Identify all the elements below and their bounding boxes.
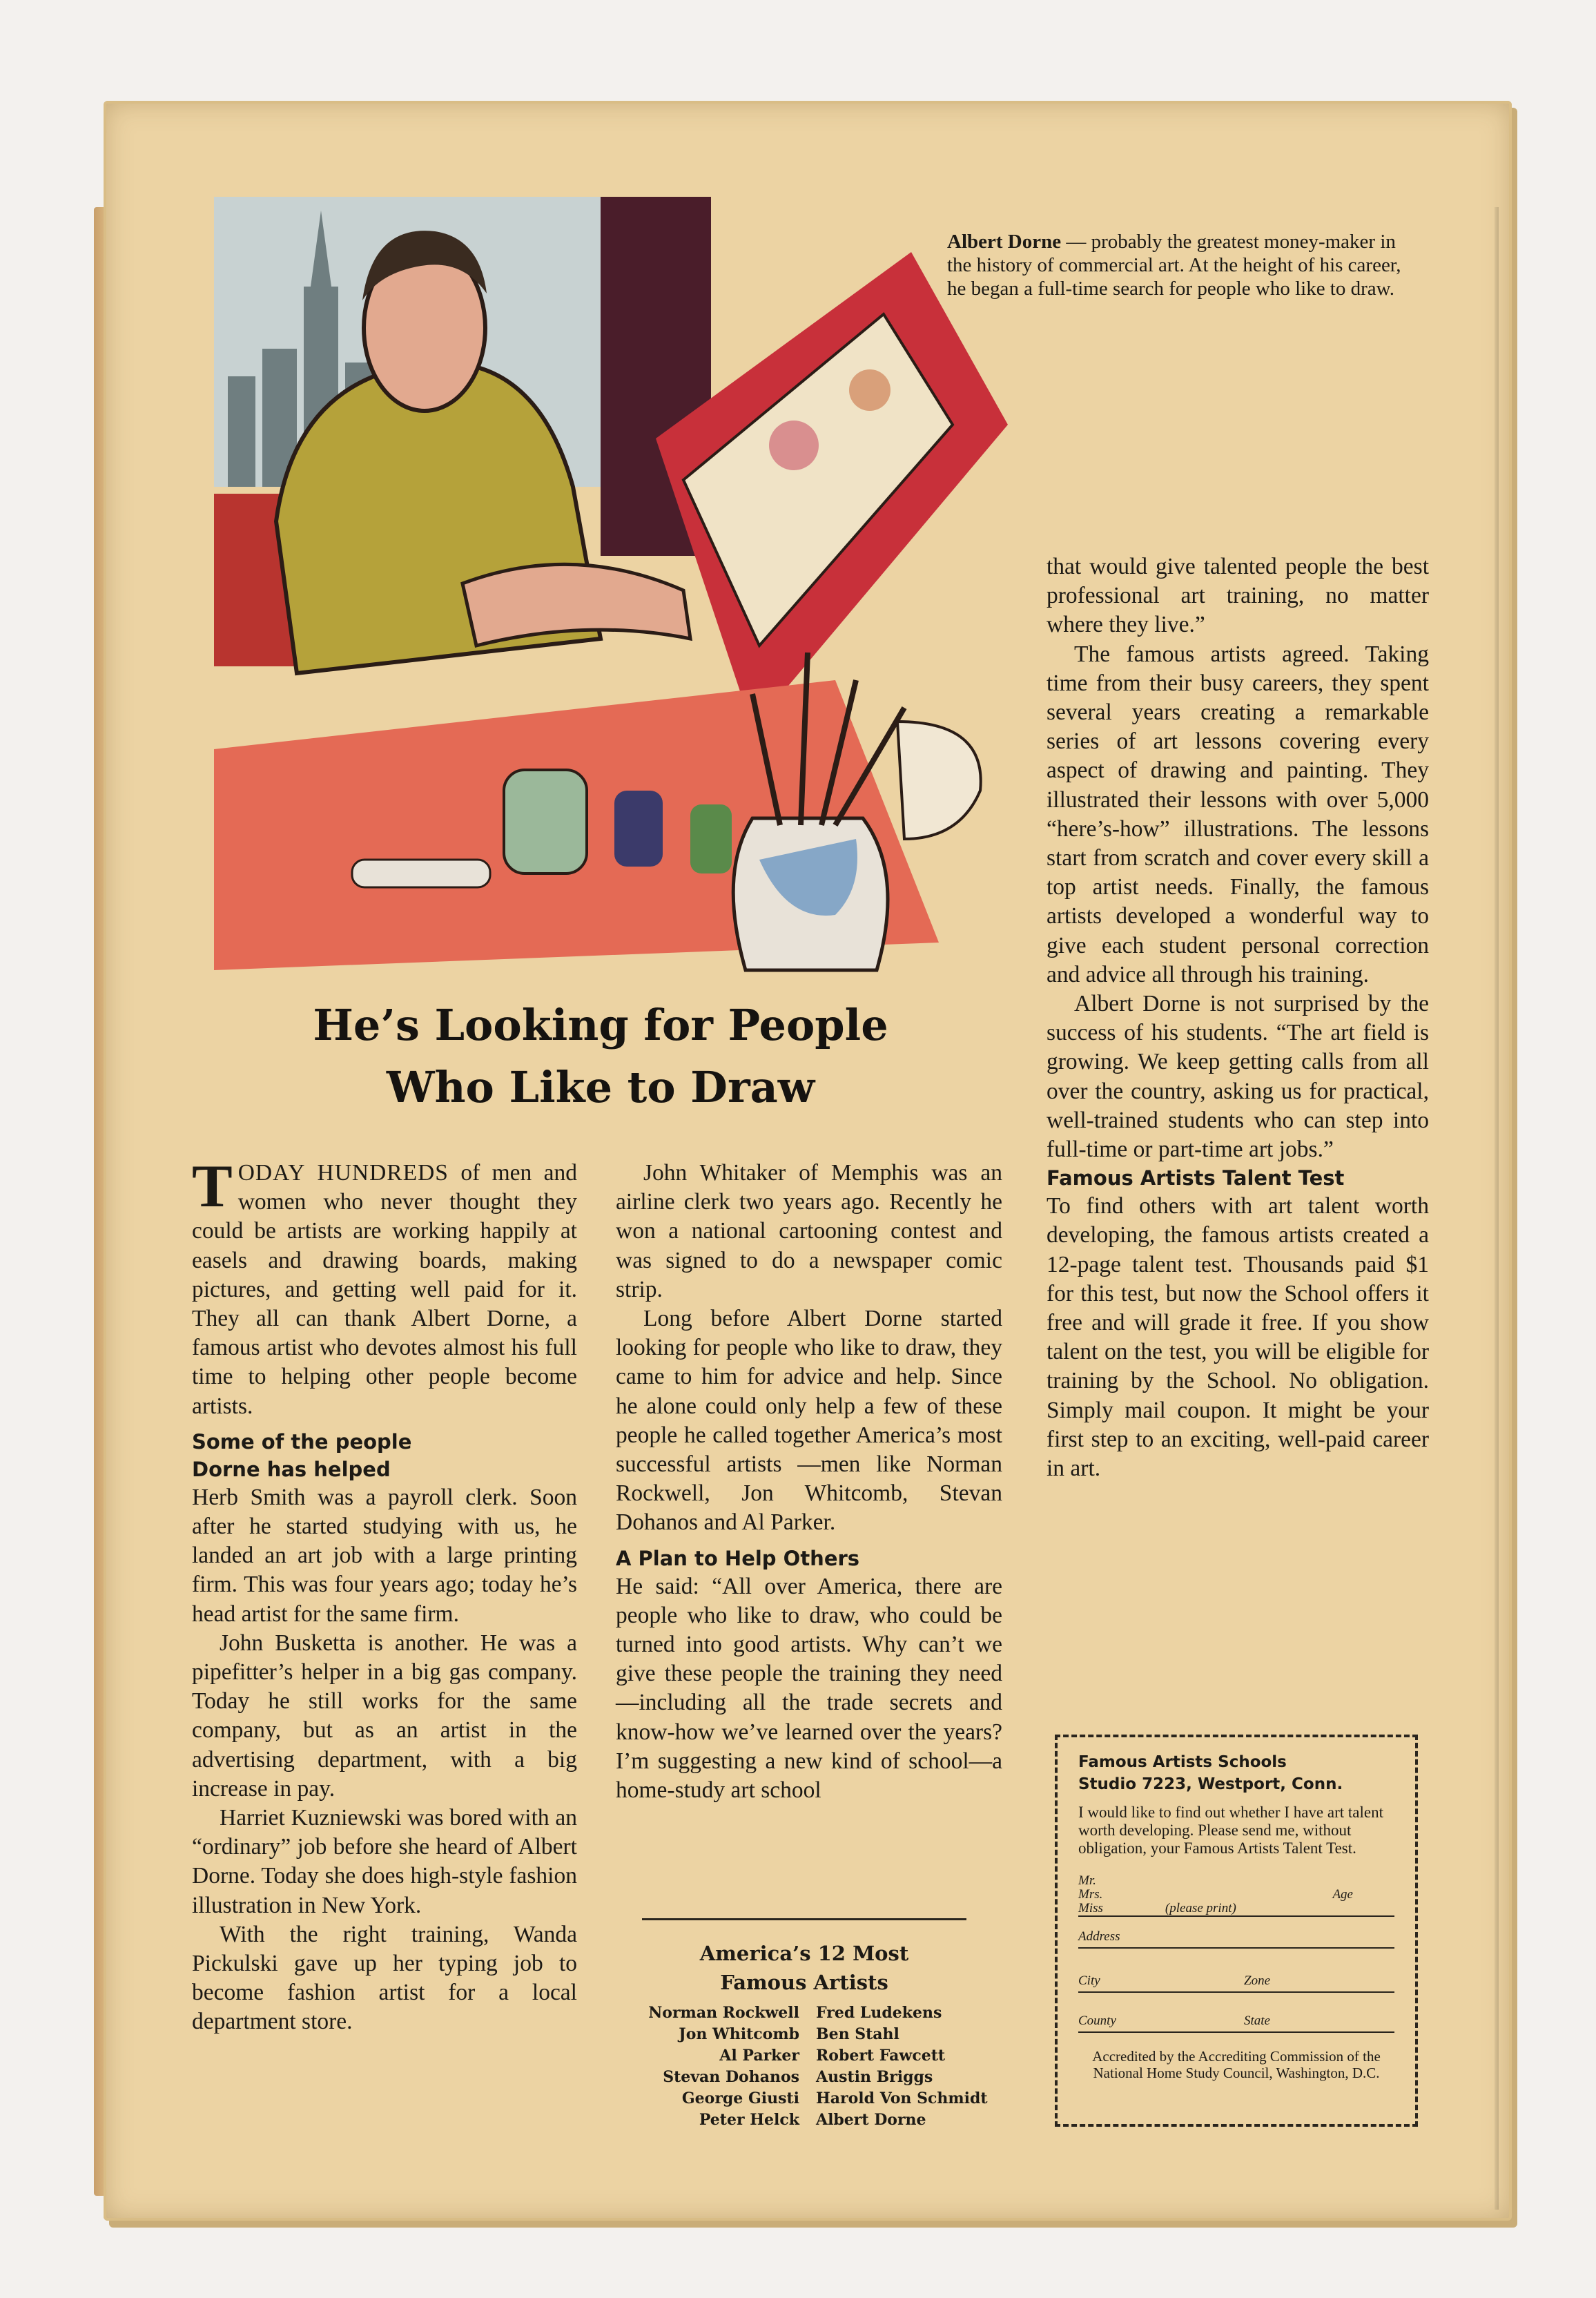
drawn-figure-cowboy [849,369,891,411]
lead-in: ODAY HUNDREDS [237,1160,449,1186]
artist-name: Peter Helck [699,2111,799,2129]
accreditation-text: Accredited by the Accrediting Commission of the National Home Study Council, Washington, D.C. [1092,2048,1381,2081]
text-column-3 [1047,552,1429,1483]
subhead-line-2: Dorne has helped [192,1457,391,1481]
artist-name: George Giusti [681,2089,799,2107]
artist-name: Ben Stahl [816,2025,899,2043]
artist-name: Al Parker [719,2047,799,2065]
paragraph: Long before Albert Dorne started looking for people who like to draw, they came to him for advice and help. Since he alone could only help a few of these people he called together America’s most successful artists —men like Norman Rockwell, Jon Whitcomb, Stevan Dohanos and Al Parker. [616,1306,1002,1536]
page-crease [1495,207,1499,2210]
subhead-line-1: Some of the people [192,1429,412,1454]
drop-cap: T [192,1153,233,1220]
drawn-figure-woman [769,421,819,470]
famous-artists-title: America’s 12 Most Famous Artists [699,1942,909,1994]
artist-name: Austin Briggs [816,2068,933,2086]
county-state-field[interactable]: County State [1078,2014,1394,2033]
paragraph: Harriet Kuzniewski was bored with an “ordinary” job before she heard of Albert Dorne. Today she does high-style fashion illustration in New York. [192,1805,577,1918]
text-column-1 [192,1153,578,2037]
paragraph: With the right training, Wanda Pickulski gave up her typing job to become fashion artist for a local department store. [192,1921,577,2035]
city-zone-field[interactable]: City Zone [1078,1973,1394,1993]
paragraph: Herb Smith was a payroll clerk. Soon after he started studying with us, he landed an art job with a large printing firm. This was four years ago; today he’s head artist for the same firm. [192,1484,577,1627]
artist-name: Robert Fawcett [816,2047,946,2065]
coupon-school-name: Famous Artists Schools [1078,1753,1287,1771]
artist-at-easel-illustration [214,197,1015,984]
artist-name: Jon Whitcomb [679,2025,799,2043]
artist-name: Albert Dorne [816,2111,926,2129]
headline-line-1: He’s Looking for People [313,1000,888,1050]
age-label: Age [1332,1887,1353,1902]
caption-text: — probably the greatest money-maker in the history of commercial art. At the height of his career, he began a full-time search for people who like to draw. [947,231,1401,300]
artist-name: Harold Von Schmidt [816,2089,988,2107]
illustration-caption [947,230,1403,300]
coupon-request-text: I would like to find out whether I have art talent worth developing. Please send me, without obligation, your Famous Artists Talent Test. [1078,1804,1383,1857]
please-print-label: (please print) [1165,1901,1236,1915]
subhead: A Plan to Help Others [616,1546,860,1570]
artist-name: Norman Rockwell [648,2004,799,2022]
paragraph: The famous artists agreed. Taking time from their busy careers, they spent several years creating a remarkable series of art lessons covering every aspect of drawing and painting. They illustrated their lessons with over 5,000 “here’s-how” illustrations. The lessons start from scratch and cover every skill a top artist needs. Finally, the famous artists developed a wonderful way to give each student personal correction and advice all through his training. [1047,641,1429,987]
artist-name: Fred Ludekens [816,2004,942,2022]
paragraph: Albert Dorne is not surprised by the success of his students. “The art field is growing. We keep getting calls from all over the country, asking us for practical, well-trained students who can step into full-time or part-time art jobs.” [1047,991,1429,1163]
coupon-studio-address: Studio 7223, Westport, Conn. [1078,1775,1343,1793]
mail-in-coupon[interactable] [1055,1735,1418,2127]
paragraph: that would give talented people the best professional art training, no matter where they live.” [1047,554,1429,638]
paragraph: John Busketta is another. He was a pipefitter’s helper in a big gas company. Today he still works for the same company, but as an artist in the advertising department, with a big increase in pay. [192,1630,577,1802]
artist-name: Stevan Dohanos [663,2068,799,2086]
caption-name: Albert Dorne [947,231,1062,253]
address-field[interactable]: Address [1078,1929,1394,1949]
headline-line-2: Who Like to Draw [386,1062,815,1112]
text-column-2 [616,1159,1002,1805]
paragraph: To find others with art talent worth developing, the famous artists created a 12-page talent test. Thousands paid $1 for this test, but now the School offers it free and will grade it free. If you show talent on the test, you will be eligible for training by the School. No obligation. Simply mail coupon. It might be your first step to an exciting, well-paid career in art. [1047,1193,1429,1482]
divider-rule [642,1918,966,1920]
bowl [897,722,981,839]
paragraph: John Whitaker of Memphis was an airline clerk two years ago. Recently he won a national cartooning contest and was signed to do a newspaper comic strip. [616,1160,1002,1302]
famous-artists-list [607,2002,1008,2131]
paragraph: He said: “All over America, there are people who like to draw, who could be turned into good artists. Why can’t we give these people the training they need—including all the trade secrets and know-how we’ve learned over the years? I’m suggesting a new kind of school—a home-study art school [616,1573,1002,1804]
salutation-labels: Mr. Mrs. Age Miss (please print) [1078,1874,1394,1917]
intro-paragraph: TODAY HUNDREDS of men and women who never thought they could be artists are working happily at easels and drawing boards, making pictures, and getting well paid for it. They all can thank Albert Dorne, a famous artist who devotes almost his full time to helping other people become artists. [192,1153,578,1419]
subhead: Famous Artists Talent Test [1047,1166,1345,1190]
headline [228,994,973,1119]
